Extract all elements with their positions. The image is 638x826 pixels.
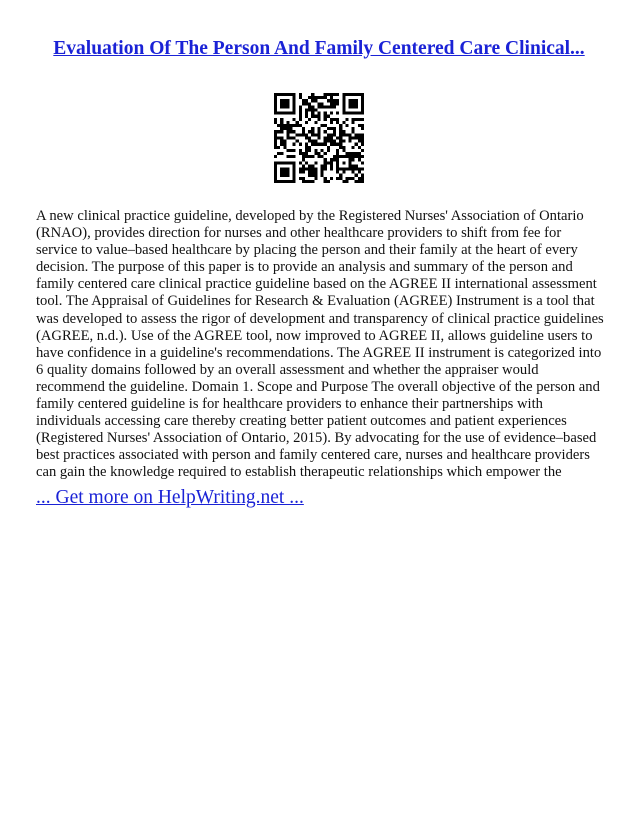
article-body: A new clinical practice guideline, developed by the Registered Nurses' Association of Ontario (RNAO), provides direction for nurses and other healthcare providers to shift from fee for service to value–based healthcare by placing the person and their family at the heart of every decision. The purpose of this paper is to provide an analysis and summary of the person and family centered care clinical practice guideline based on the AGREE II international assessment tool. The Appraisal of Guidelines for Research & Evaluation (AGREE) Instrument is a tool that was developed to assess the rigor of development and transparency of clinical practice guidelines (AGREE, n.d.). Use of the AGREE tool, now improved to AGREE II, allows guideline users to have confidence in a guideline's recommendations. The AGREE II instrument is categorized into 6 quality domains followed by an overall assessment and whether the appraiser would recommend the guideline. Domain 1. Scope and Purpose The overall objective of the person and family centered guideline is for healthcare providers to enhance their partnerships with individuals accessing care thereby creating better patient outcomes and patient experiences (Registered Nurses' Association of Ontario, 2015). By advocating for the use of evidence–based best practices associated with person and family centered care, nurses and healthcare providers can gain the knowledge required to establish therapeutic relationships which empower the xyxy=(36,208,604,481)
get-more-link[interactable]: ... Get more on HelpWriting.net ... xyxy=(36,487,304,508)
qr-code-icon xyxy=(274,93,364,183)
page-title-link[interactable]: Evaluation Of The Person And Family Centered Care Clinical... xyxy=(53,38,585,59)
